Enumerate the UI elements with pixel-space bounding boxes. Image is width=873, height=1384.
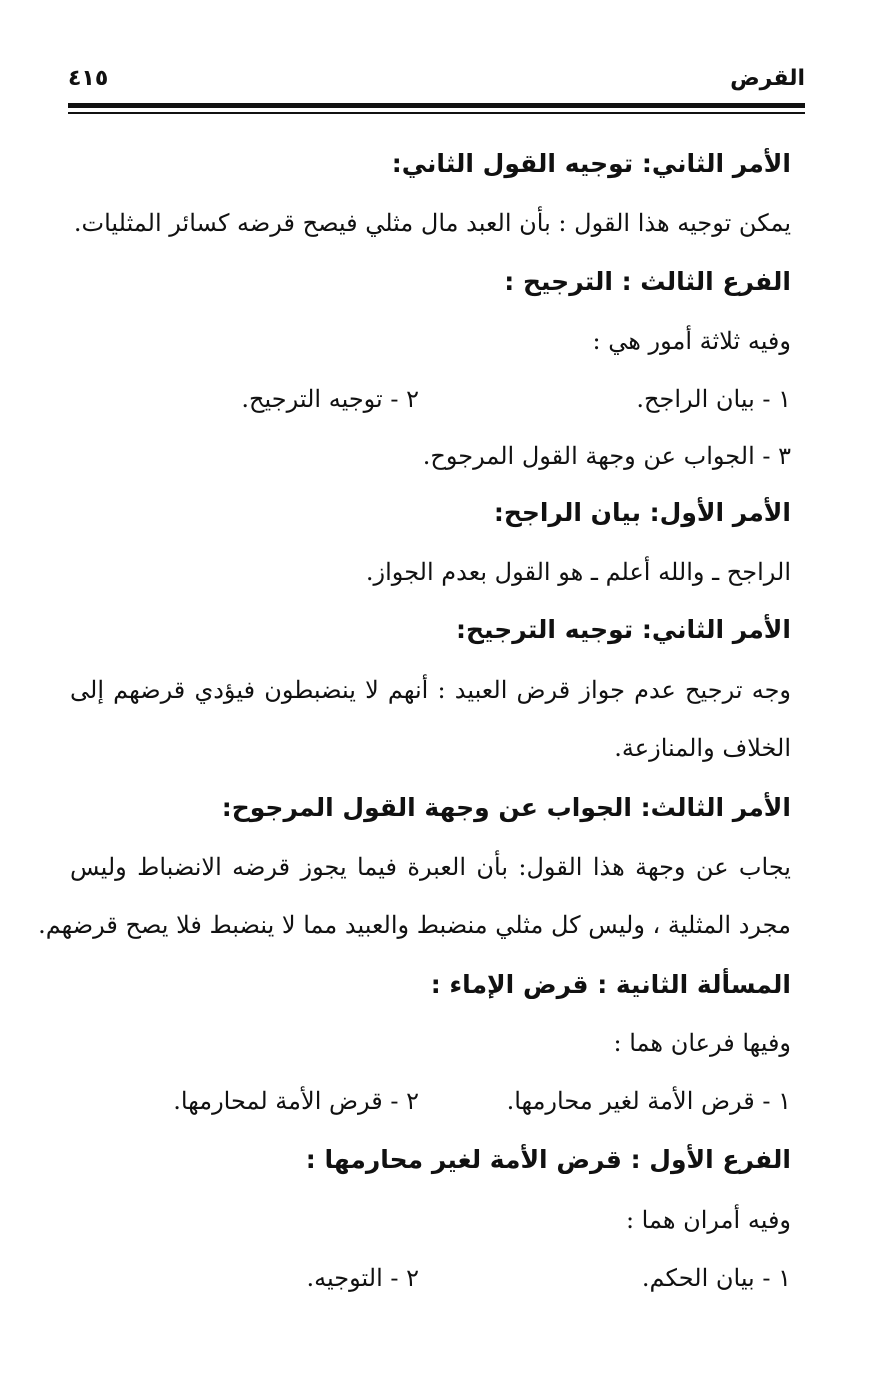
section-heading: المسألة الثانية : قرض الإماء :	[430, 970, 791, 999]
paragraph-line: وجه ترجيح عدم جواز قرض العبيد : أنهم لا ينضبطون فيؤدي قرضهم إلى	[70, 676, 791, 704]
section-heading: الأمر الثالث: الجواب عن وجهة القول المرجوح:	[221, 793, 791, 822]
paragraph-line: ٣ - الجواب عن وجهة القول المرجوح.	[422, 442, 791, 470]
section-heading: الأمر الأول: بيان الراجح:	[493, 498, 791, 527]
section-heading: الفرع الأول : قرض الأمة لغير محارمها :	[305, 1145, 791, 1174]
enumerated-items	[70, 1254, 791, 1302]
header-rule-thick	[68, 103, 805, 108]
section-heading: الأمر الثاني: توجيه القول الثاني:	[391, 149, 791, 178]
list-item: ١ - بيان الحكم.	[641, 1264, 791, 1292]
section-heading: الأمر الثاني: توجيه الترجيح:	[456, 615, 791, 644]
paragraph-line: يمكن توجيه هذا القول : بأن العبد مال مثلي فيصح قرضه كسائر المثليات.	[73, 209, 791, 237]
header-title: القرض	[730, 66, 805, 91]
paragraph-line: وفيه أمران هما :	[625, 1206, 791, 1234]
paragraph-line: يجاب عن وجهة هذا القول: بأن العبرة فيما يجوز قرضه الانضباط وليس	[70, 853, 791, 881]
list-item: ٢ - التوجيه.	[306, 1264, 419, 1292]
enumerated-items	[70, 1077, 791, 1125]
header-rule-thin	[68, 112, 805, 114]
enumerated-items	[70, 375, 791, 423]
paragraph-line: مجرد المثلية ، وليس كل مثلي منضبط والعبيد مما لا ينضبط فلا يصح قرضهم.	[38, 911, 791, 939]
running-header	[68, 66, 805, 102]
list-item: ٢ - توجيه الترجيح.	[241, 385, 419, 413]
paragraph-line: الراجح ـ والله أعلم ـ هو القول بعدم الجواز.	[365, 558, 791, 586]
list-item: ١ - قرض الأمة لغير محارمها.	[506, 1087, 791, 1115]
page-number: ٤١٥	[68, 66, 109, 91]
paragraph-line: وفيه ثلاثة أمور هي :	[592, 327, 791, 355]
paragraph-line: الخلاف والمنازعة.	[614, 734, 791, 762]
list-item: ٢ - قرض الأمة لمحارمها.	[173, 1087, 419, 1115]
section-heading: الفرع الثالث : الترجيح :	[504, 267, 791, 296]
list-item: ١ - بيان الراجح.	[636, 385, 791, 413]
paragraph-line: وفيها فرعان هما :	[613, 1029, 791, 1057]
